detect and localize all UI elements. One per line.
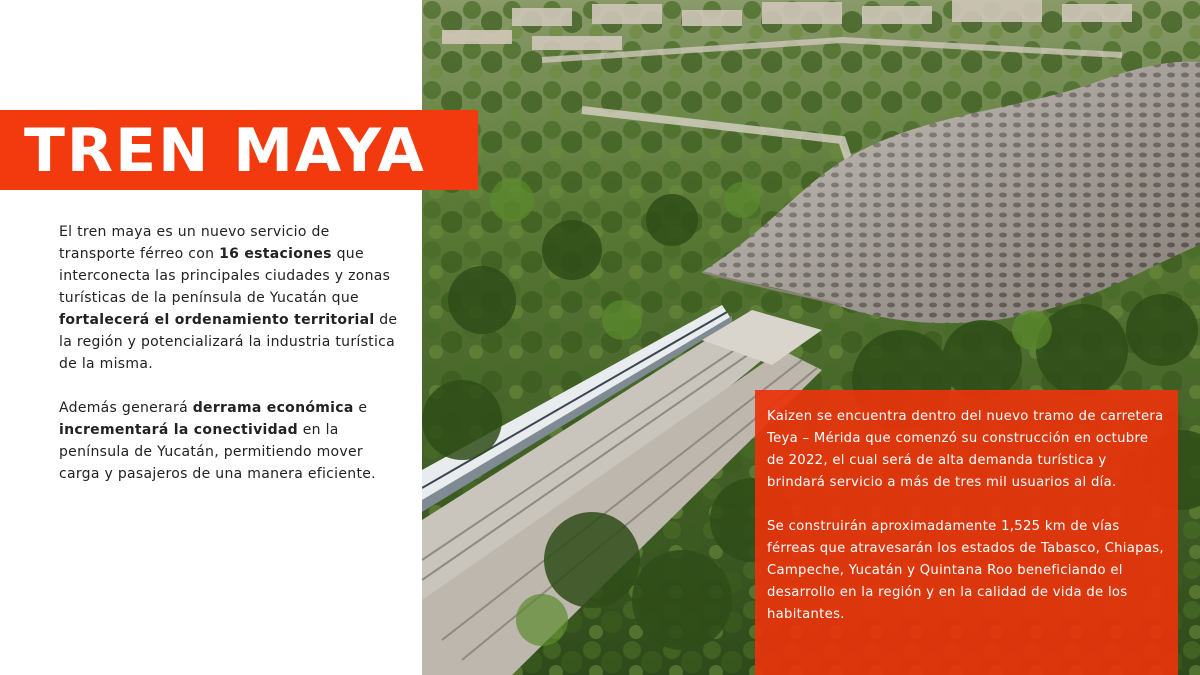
intro-p1-bold-2: fortalecerá el ordenamiento territorial xyxy=(59,312,375,328)
info-box xyxy=(755,390,1178,675)
intro-p2-text-3: en la península de Yucatán, permitiendo mover carga y pasajeros de una manera eficiente. xyxy=(59,422,376,482)
intro-p1-bold-1: 16 estaciones xyxy=(219,246,332,262)
intro-p2-bold-2: incrementará la conectividad xyxy=(59,422,298,438)
info-paragraph-1: Kaizen se encuentra dentro del nuevo tramo de carretera Teya – Mérida que comenzó su construcción en octubre de 2022, el cual será de alta demanda turística y brindará servicio a más de tres mil usuarios al día. xyxy=(767,409,1164,490)
intro-p2-text-1: Además generará xyxy=(59,400,193,416)
info-paragraph-2: Se construirán aproximadamente 1,525 km de vías férreas que atravesarán los estados de Tabasco, Chiapas, Campeche, Yucatán y Quintana Roo beneficiando el desarrollo en la región y en la calidad de vida de los habitantes. xyxy=(767,519,1164,622)
title-banner xyxy=(0,110,478,190)
info-text xyxy=(767,406,1169,648)
intro-p2-bold-1: derrama económica xyxy=(192,400,354,416)
page-title: TREN MAYA xyxy=(24,116,426,186)
intro-p1-text-2: que interconecta las principales ciudades y zonas turísticas de la península de Yucatán que xyxy=(59,246,391,306)
intro-paragraph-2 xyxy=(59,397,404,485)
intro-paragraph-1 xyxy=(59,221,404,375)
intro-p1-text-3: de la región y potencializará la industria turística de la misma. xyxy=(59,312,398,372)
intro-text xyxy=(59,221,404,507)
intro-p1-text-1: El tren maya es un nuevo servicio de transporte férreo con xyxy=(59,224,330,262)
intro-p2-text-2: e xyxy=(353,400,368,416)
